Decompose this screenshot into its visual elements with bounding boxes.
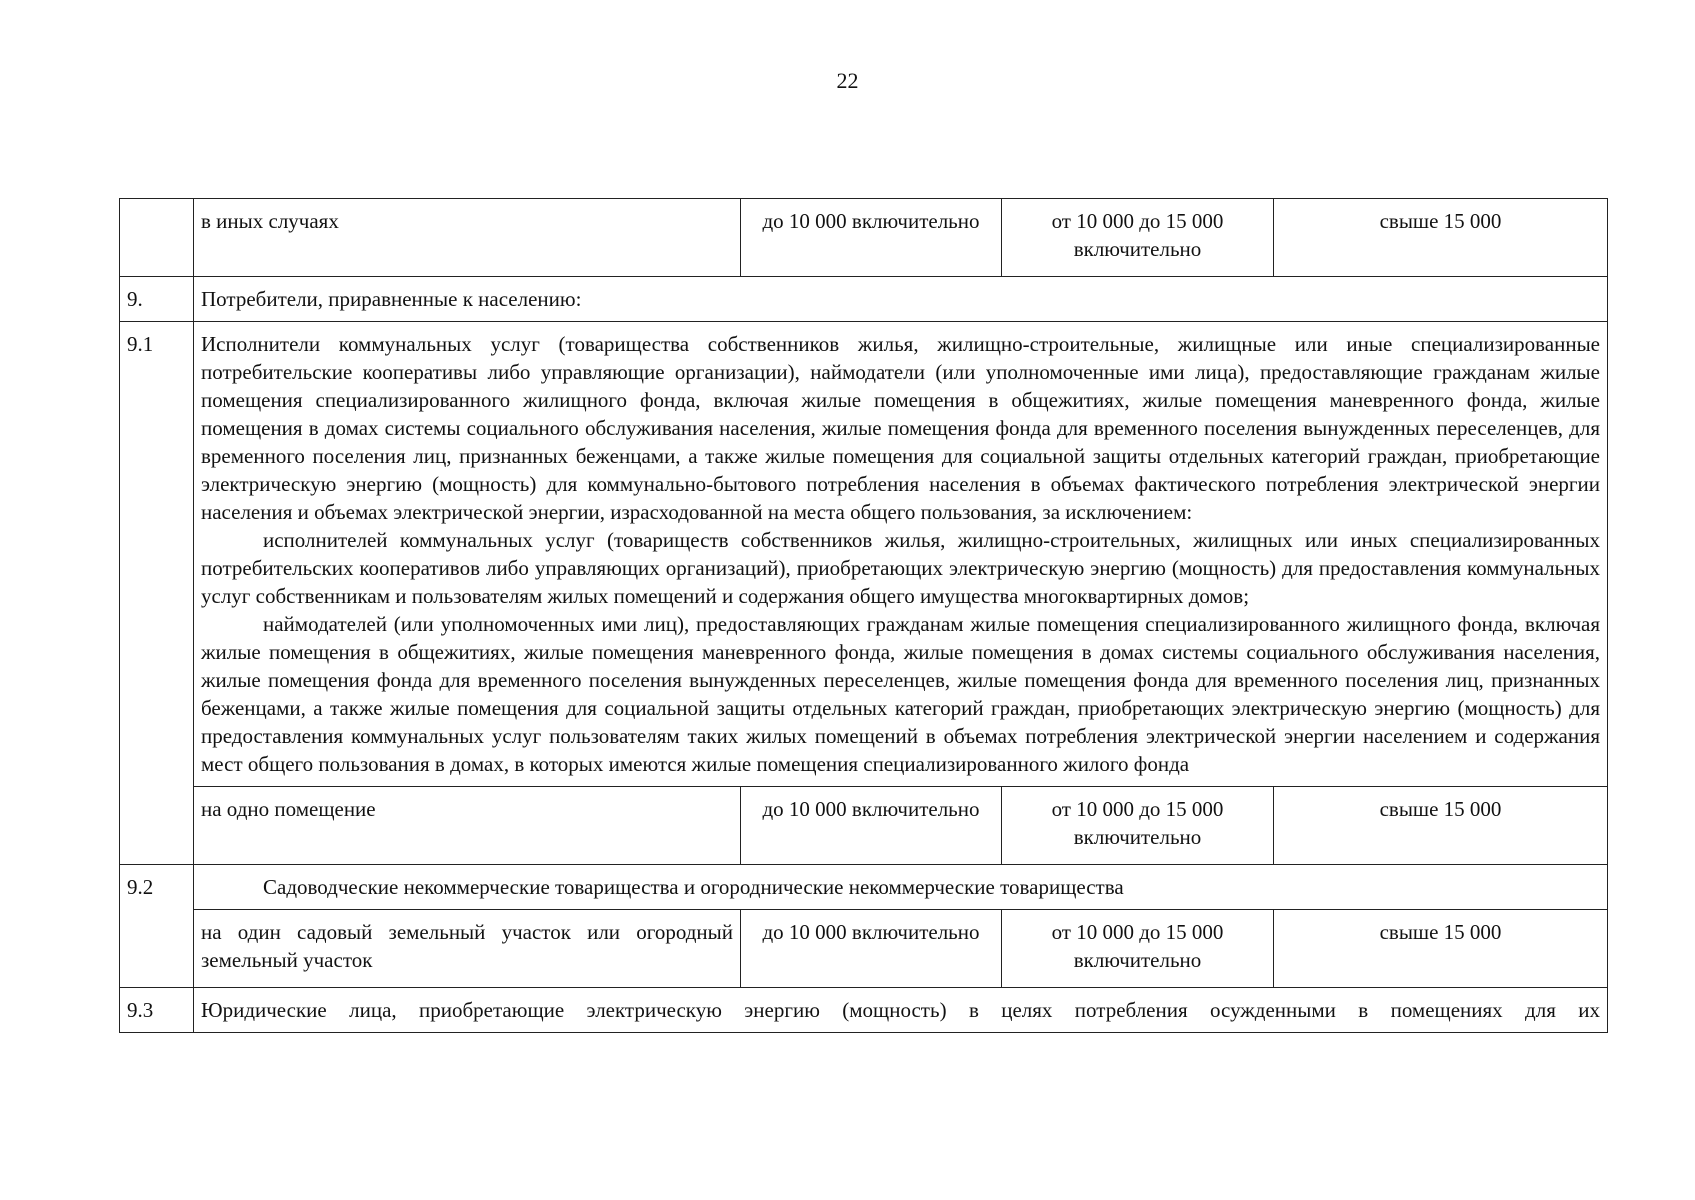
row-number-9-3: 9.3 bbox=[120, 988, 194, 1033]
row-9-2-heading: Садоводческие некоммерческие товарищества и огороднические некоммерческие товарищества bbox=[194, 865, 1608, 910]
row-9-3-text-cell bbox=[194, 988, 1608, 1033]
table-row-9-1-values bbox=[120, 787, 1608, 865]
table-row-other-cases bbox=[120, 199, 1608, 277]
other-cases-value-2: от 10 000 до 15 000 включительно bbox=[1002, 199, 1274, 277]
page-number: 22 bbox=[836, 68, 859, 93]
row-9-1-value-2: от 10 000 до 15 000 включительно bbox=[1002, 787, 1274, 865]
table-row-9-2 bbox=[120, 865, 1608, 910]
table-row-9 bbox=[120, 277, 1608, 322]
row-number-9-2: 9.2 bbox=[120, 865, 194, 988]
row-9-2-sub-label: на один садовый земельный участок или огородный земельный участок bbox=[194, 910, 741, 988]
row-9-3-text: Юридические лица, приобретающие электрическую энергию (мощность) в целях потребления осужденными в помещениях для их bbox=[201, 998, 1600, 1022]
row-9-1-description bbox=[194, 322, 1608, 787]
row-9-1-paragraph-2: исполнителей коммунальных услуг (товариществ собственников жилья, жилищно-строительных, жилищных или иных специализированных потребительских кооперативов либо управляющих организаций), приобретающих электрическую энергию (мощность) для предоставления коммунальных услуг собственникам и пользователям жилых помещений и содержания общего имущества многоквартирных домов; bbox=[201, 528, 1600, 608]
row-number-9: 9. bbox=[120, 277, 194, 322]
row-9-1-value-3: свыше 15 000 bbox=[1274, 787, 1608, 865]
table-row-9-2-values bbox=[120, 910, 1608, 988]
row-9-1-paragraph-1: Исполнители коммунальных услуг (товарищества собственников жилья, жилищно-строительные, жилищные или иные специализированные потребительские кооперативы либо управляющие организации), наймодатели (или уполномоченные ими лица), предоставляющие гражданам жилые помещения специализированного жилищного фонда, включая жилые помещения в общежитиях, жилые помещения маневренного фонда, жилые помещения в домах системы социального обслуживания населения, жилые помещения фонда для временного поселения вынужденных переселенцев, для временного поселения лиц, признанных беженцами, а также жилые помещения для социальной защиты отдельных категорий граждан, приобретающие электрическую энергию (мощность) для коммунально-бытового потребления населения в объемах фактического потребления электрической энергии населения и объемах электрической энергии, израсходованной на места общего пользования, за исключением: bbox=[201, 332, 1600, 524]
row-number-9-1: 9.1 bbox=[120, 322, 194, 865]
table-row-9-3 bbox=[120, 988, 1608, 1033]
row-9-2-value-3: свыше 15 000 bbox=[1274, 910, 1608, 988]
row-number-empty bbox=[120, 199, 194, 277]
row-9-1-sub-label: на одно помещение bbox=[194, 787, 741, 865]
table-row-9-1 bbox=[120, 322, 1608, 787]
other-cases-value-3: свыше 15 000 bbox=[1274, 199, 1608, 277]
row-9-2-value-1: до 10 000 включительно bbox=[741, 910, 1002, 988]
tariff-table bbox=[119, 198, 1608, 1033]
other-cases-value-1: до 10 000 включительно bbox=[741, 199, 1002, 277]
row-9-1-value-1: до 10 000 включительно bbox=[741, 787, 1002, 865]
row-9-text: Потребители, приравненные к населению: bbox=[194, 277, 1608, 322]
other-cases-label: в иных случаях bbox=[194, 199, 741, 277]
row-9-1-paragraph-3: наймодателей (или уполномоченных ими лиц), предоставляющих гражданам жилые помещения специализированного жилищного фонда, включая жилые помещения в общежитиях, жилые помещения маневренного фонда, жилые помещения в домах системы социального обслуживания населения, жилые помещения фонда для временного поселения вынужденных переселенцев, жилые помещения фонда для временного поселения лиц, признанных беженцами, а также жилые помещения для социальной защиты отдельных категорий граждан, приобретающих электрическую энергию (мощность) для предоставления коммунальных услуг пользователям таких жилых помещений в объемах потребления электрической энергии населением и содержания мест общего пользования в домах, в которых имеются жилые помещения специализированного жилого фонда bbox=[201, 612, 1600, 776]
row-9-2-value-2: от 10 000 до 15 000 включительно bbox=[1002, 910, 1274, 988]
